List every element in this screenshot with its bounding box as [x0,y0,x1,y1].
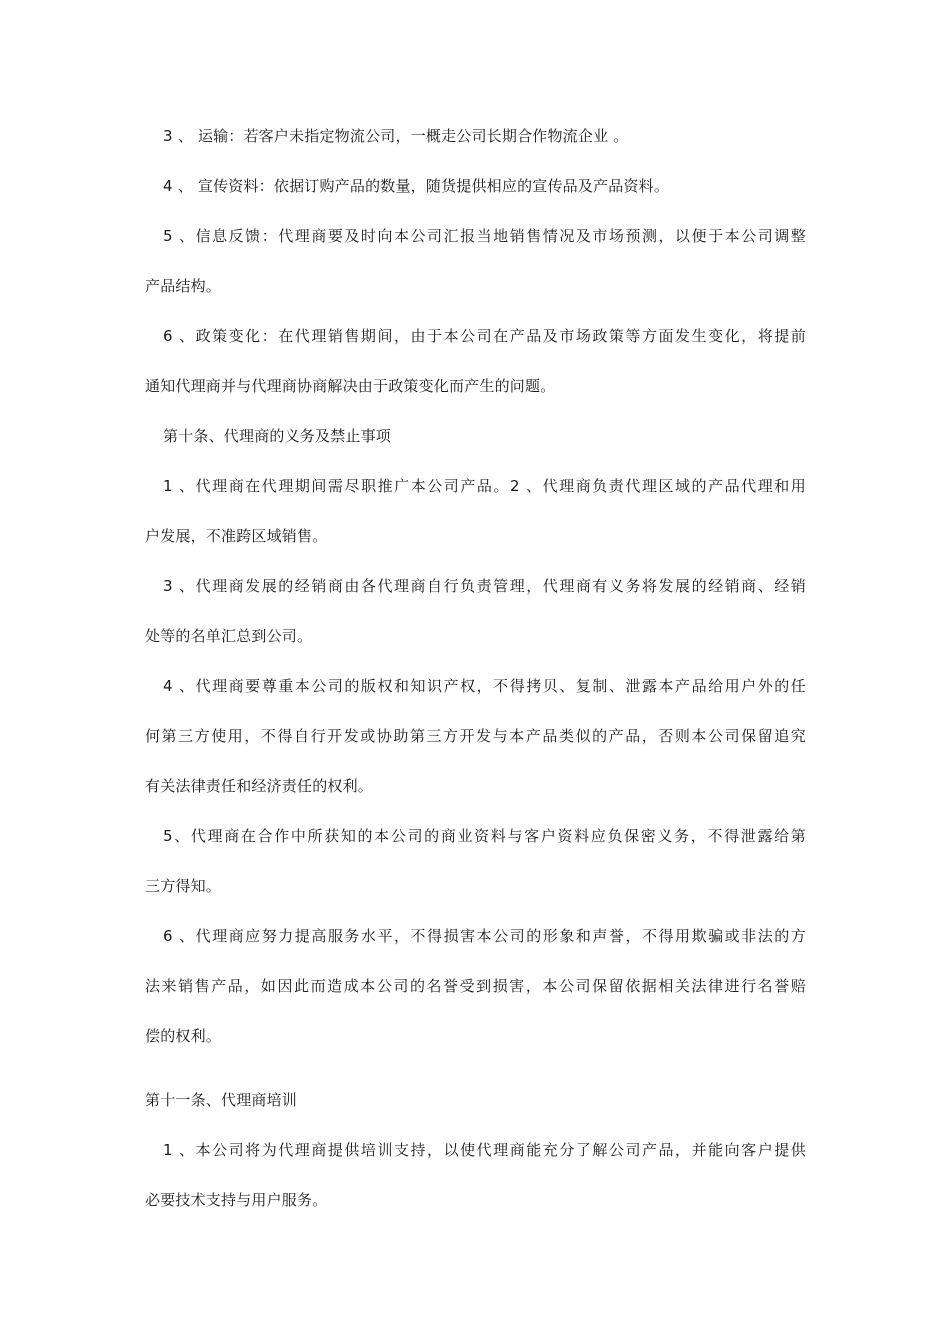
text-line-duty-3b: 处等的名单汇总到公司。 [145,627,313,645]
text-line-training-1b: 必要技术支持与用户服务。 [145,1191,328,1209]
text-line-duty-4c: 有关法律责任和经济责任的权利。 [145,777,374,795]
text-line-duty-1b: 户发展，不准跨区域销售。 [145,527,328,545]
text-line-transport: 3 、 运输：若客户未指定物流公司，一概走公司长期合作物流企业 。 [163,127,629,145]
text-line-promo-materials: 4 、 宣传资料：依据订购产品的数量，随货提供相应的宣传品及产品资料。 [163,177,670,195]
text-line-duty-6c: 偿的权利。 [145,1027,222,1045]
text-line-policy-1: 6 、政策变化：在代理销售期间，由于本公司在产品及市场政策等方面发生变化，将提前 [163,327,806,345]
text-line-duty-6a: 6 、代理商应努力提高服务水平，不得损害本公司的形象和声誉，不得用欺骗或非法的方 [163,927,806,945]
section-heading-article-11: 第十一条、代理商培训 [145,1091,298,1109]
text-line-policy-2: 通知代理商并与代理商协商解决由于政策变化而产生的问题。 [145,377,556,395]
text-line-feedback-1: 5 、信息反馈：代理商要及时向本公司汇报当地销售情况及市场预测，以便于本公司调整 [163,227,806,245]
text-line-training-1a: 1 、本公司将为代理商提供培训支持，以使代理商能充分了解公司产品，并能向客户提供 [163,1141,806,1159]
text-line-feedback-2: 产品结构。 [145,277,222,295]
text-line-duty-4a: 4 、代理商要尊重本公司的版权和知识产权，不得拷贝、复制、泄露本产品给用户外的任 [163,677,806,695]
text-line-duty-5a: 5、代理商在合作中所获知的本公司的商业资料与客户资料应负保密义务，不得泄露给第 [163,827,806,845]
text-line-duty-3a: 3 、代理商发展的经销商由各代理商自行负责管理，代理商有义务将发展的经销商、经销 [163,577,806,595]
text-line-duty-4b: 何第三方使用，不得自行开发或协助第三方开发与本产品类似的产品，否则本公司保留追究 [145,727,806,745]
text-line-duty-1a: 1 、代理商在代理期间需尽职推广本公司产品。2 、代理商负责代理区域的产品代理和用 [163,477,806,495]
text-line-duty-5b: 三方得知。 [145,877,222,895]
text-line-duty-6b: 法来销售产品，如因此而造成本公司的名誉受到损害，本公司保留依据相关法律进行名誉赔 [145,977,806,995]
section-heading-article-10: 第十条、代理商的义务及禁止事项 [163,427,392,445]
